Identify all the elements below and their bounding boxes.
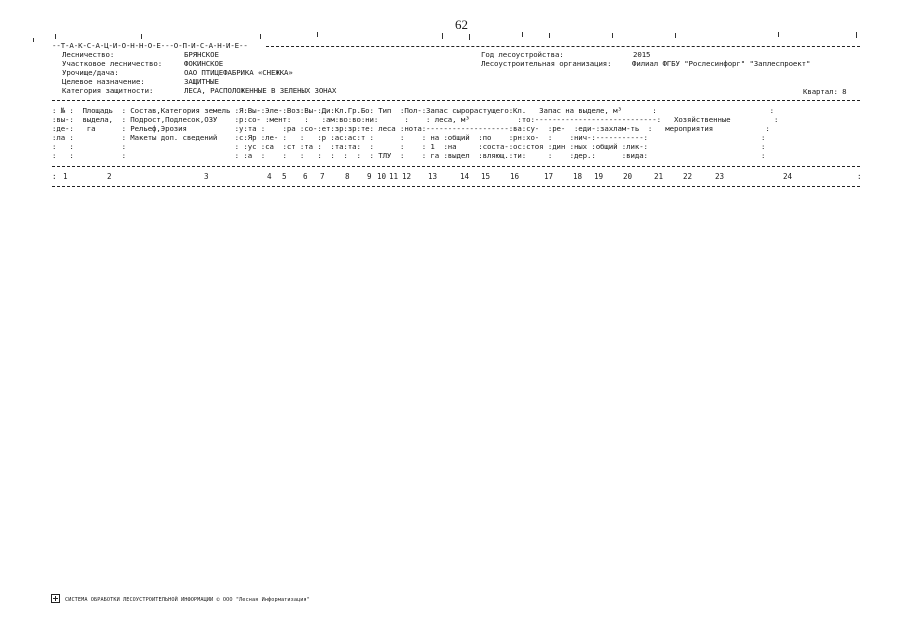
column-number: 24 — [783, 172, 792, 181]
column-number: 7 — [320, 172, 325, 181]
value-god: 2015 — [633, 50, 651, 59]
scan-tick — [260, 34, 261, 39]
footer-text: СИСТЕМА ОБРАБОТКИ ЛЕСОУСТРОИТЕЛЬНОЙ ИНФОРМАЦИИ © ООО "Лесная Информатизация" — [65, 597, 310, 603]
column-number: 3 — [204, 172, 209, 181]
software-logo-icon — [51, 594, 60, 603]
label-organizaciya: Лесоустроительная организация: — [481, 59, 612, 68]
scan-tick — [549, 33, 550, 38]
column-number: 14 — [460, 172, 469, 181]
column-number: 23 — [715, 172, 724, 181]
column-number: 18 — [573, 172, 582, 181]
scan-tick — [442, 33, 443, 39]
column-number: 8 — [345, 172, 350, 181]
value-lesnichestvo: БРЯНСКОЕ — [184, 50, 219, 59]
value-zashitnost: ЛЕСА, РАСПОЛОЖЕННЫЕ В ЗЕЛЕНЫХ ЗОНАХ — [184, 86, 337, 95]
column-number: 5 — [282, 172, 287, 181]
value-organizaciya: Филиал ФГБУ "Рослесинфорг" "Заплеспроект" — [632, 59, 811, 68]
table-mid-rule — [52, 166, 860, 167]
scan-tick — [469, 34, 470, 40]
column-separator: : — [857, 172, 862, 181]
table-top-rule — [52, 100, 860, 101]
kvartal: Квартал: 8 — [803, 87, 847, 96]
label-lesnichestvo: Лесничество: — [62, 50, 115, 59]
scan-tick — [856, 32, 857, 38]
column-number: 20 — [623, 172, 632, 181]
label-naznachenie: Целевое назначение: — [62, 77, 145, 86]
label-urochishe: Урочище/дача: — [62, 68, 119, 77]
scan-tick — [317, 32, 318, 37]
column-number: 17 — [544, 172, 553, 181]
label-god: Год лесоустройства: — [481, 50, 564, 59]
column-number: 21 — [654, 172, 663, 181]
value-naznachenie: ЗАЩИТНЫЕ — [184, 77, 219, 86]
title-rule — [266, 46, 860, 47]
column-number: 4 — [267, 172, 272, 181]
table-header-line: :де-: га : Рельеф,Эрозия :у:та : :ра :со-:ет:зр:зр:те: леса :нота:-------------------:ва:су- :ре- :еди-:захлам-ть : мероприятия : — [52, 125, 770, 133]
column-number: 13 — [428, 172, 437, 181]
scan-tick — [33, 38, 34, 42]
column-number: 6 — [303, 172, 308, 181]
column-number: 9 — [367, 172, 372, 181]
table-header-line: : : : : :ус :са :ст :та : :та:та: : : : 1 :на :соста-:ос:стоя :дин :ных :общий :лик-: : — [52, 143, 766, 151]
table-header-line: :ла : : Макеты доп. сведений :с:Яр :ле- : : :р :ас:ас:т : : : на :общий :по :рн:хо- : :нич-:-----------: : — [52, 134, 766, 142]
scan-tick — [612, 33, 613, 38]
column-separator: : — [52, 172, 57, 181]
scan-tick — [141, 34, 142, 39]
scan-tick — [522, 32, 523, 37]
section-title: --Т-А-К-С-А-Ц-И-О-Н-Н-О-Е---О-П-И-С-А-Н-И-Е-- — [52, 41, 248, 50]
label-uchastkovoe: Участковое лесничество: — [62, 59, 163, 68]
column-number: 19 — [594, 172, 603, 181]
column-number: 16 — [510, 172, 519, 181]
label-zashitnost: Категория защитности: — [62, 86, 154, 95]
column-number: 15 — [481, 172, 490, 181]
table-header-line: : № : Площадь : Состав,Категория земель :Я:Вы-:Эле-:Воз:Вы-:Ди:Кл.Гр.Бо: Тип :Пол-:Запас сырорастущего:Кл. Запас на выделе, м³ : : — [52, 107, 775, 115]
column-number: 1 — [63, 172, 68, 181]
scan-tick — [55, 34, 56, 39]
table-bottom-rule — [52, 186, 860, 187]
scan-tick — [675, 33, 676, 38]
column-number: 22 — [683, 172, 692, 181]
page-number: 62 — [455, 17, 468, 32]
table-header-line: : : : : :а : : : : : : : : ТЛУ : : га :выдел :вляющ.:ти: : :дер.: :вида: : — [52, 152, 766, 160]
table-header-line: :вы-: выдела, : Подрост,Подлесок,ОЗУ :р:со- :мент: : :ам:во:во:ни: : : леса, м³ :то:----------------------------: Хозяйственные : — [52, 116, 779, 124]
column-number: 10 — [377, 172, 386, 181]
column-number: 12 — [402, 172, 411, 181]
value-uchastkovoe: ФОКИНСКОЕ — [184, 59, 224, 68]
scan-tick — [778, 32, 779, 37]
value-urochishe: ОАО ПТИЦЕФАБРИКА «СНЕЖКА» — [184, 68, 293, 77]
column-number: 11 — [389, 172, 398, 181]
column-number: 2 — [107, 172, 112, 181]
